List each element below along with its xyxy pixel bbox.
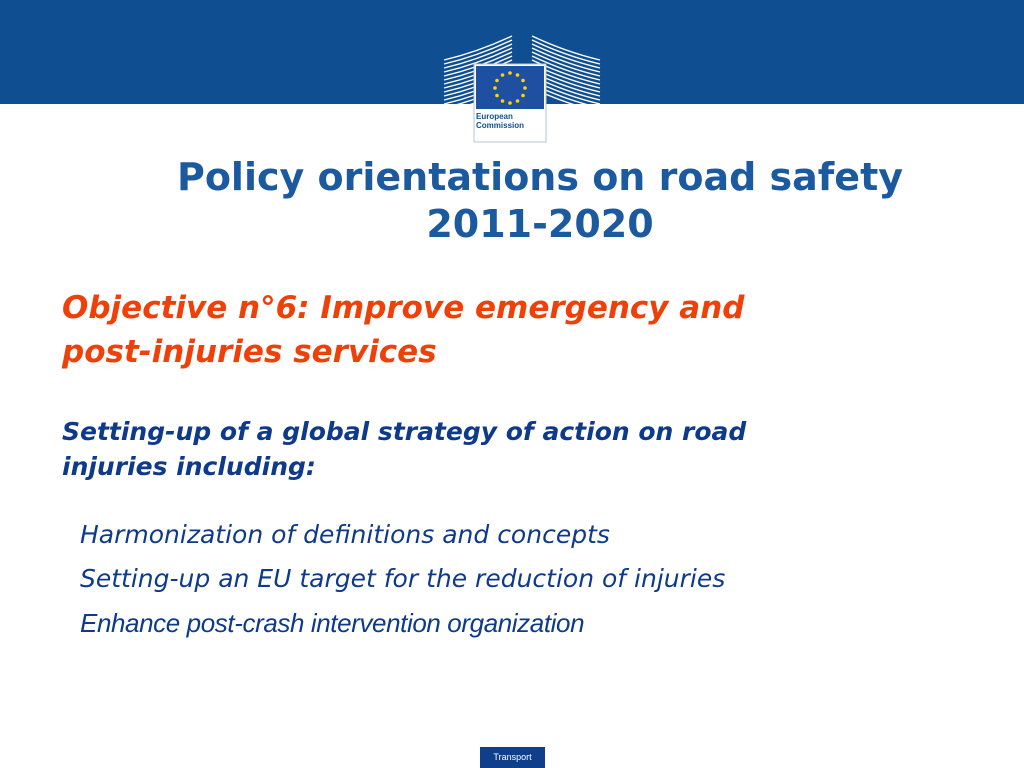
bullet-item-harmonization: Harmonization of definitions and concepts xyxy=(80,520,610,549)
slide-title-line-1: Policy orientations on road safety xyxy=(176,155,904,199)
strategy-subheading xyxy=(62,414,962,484)
strategy-line-2: injuries including: xyxy=(62,452,316,481)
logo-wordmark xyxy=(476,112,546,130)
bullet-list xyxy=(80,513,980,645)
bullet-item-eu-target: Setting-up an EU target for the reduction of injuries xyxy=(80,564,726,593)
objective-heading xyxy=(62,286,962,374)
logo-text-line-1: European xyxy=(476,112,513,121)
strategy-line-1: Setting-up of a global strategy of action on road xyxy=(62,417,747,446)
bullet-item-post-crash: Enhance post-crash intervention organization xyxy=(80,608,585,638)
objective-line-1: Objective n°6: Improve emergency and xyxy=(62,290,745,326)
logo-text-line-2: Commission xyxy=(476,121,525,130)
footer-transport-tag: Transport xyxy=(480,747,545,768)
european-commission-logo xyxy=(438,26,606,144)
slide-title-line-2: 2011-2020 xyxy=(426,202,654,246)
objective-line-2: post-injuries services xyxy=(62,334,437,370)
slide-title xyxy=(100,154,980,248)
